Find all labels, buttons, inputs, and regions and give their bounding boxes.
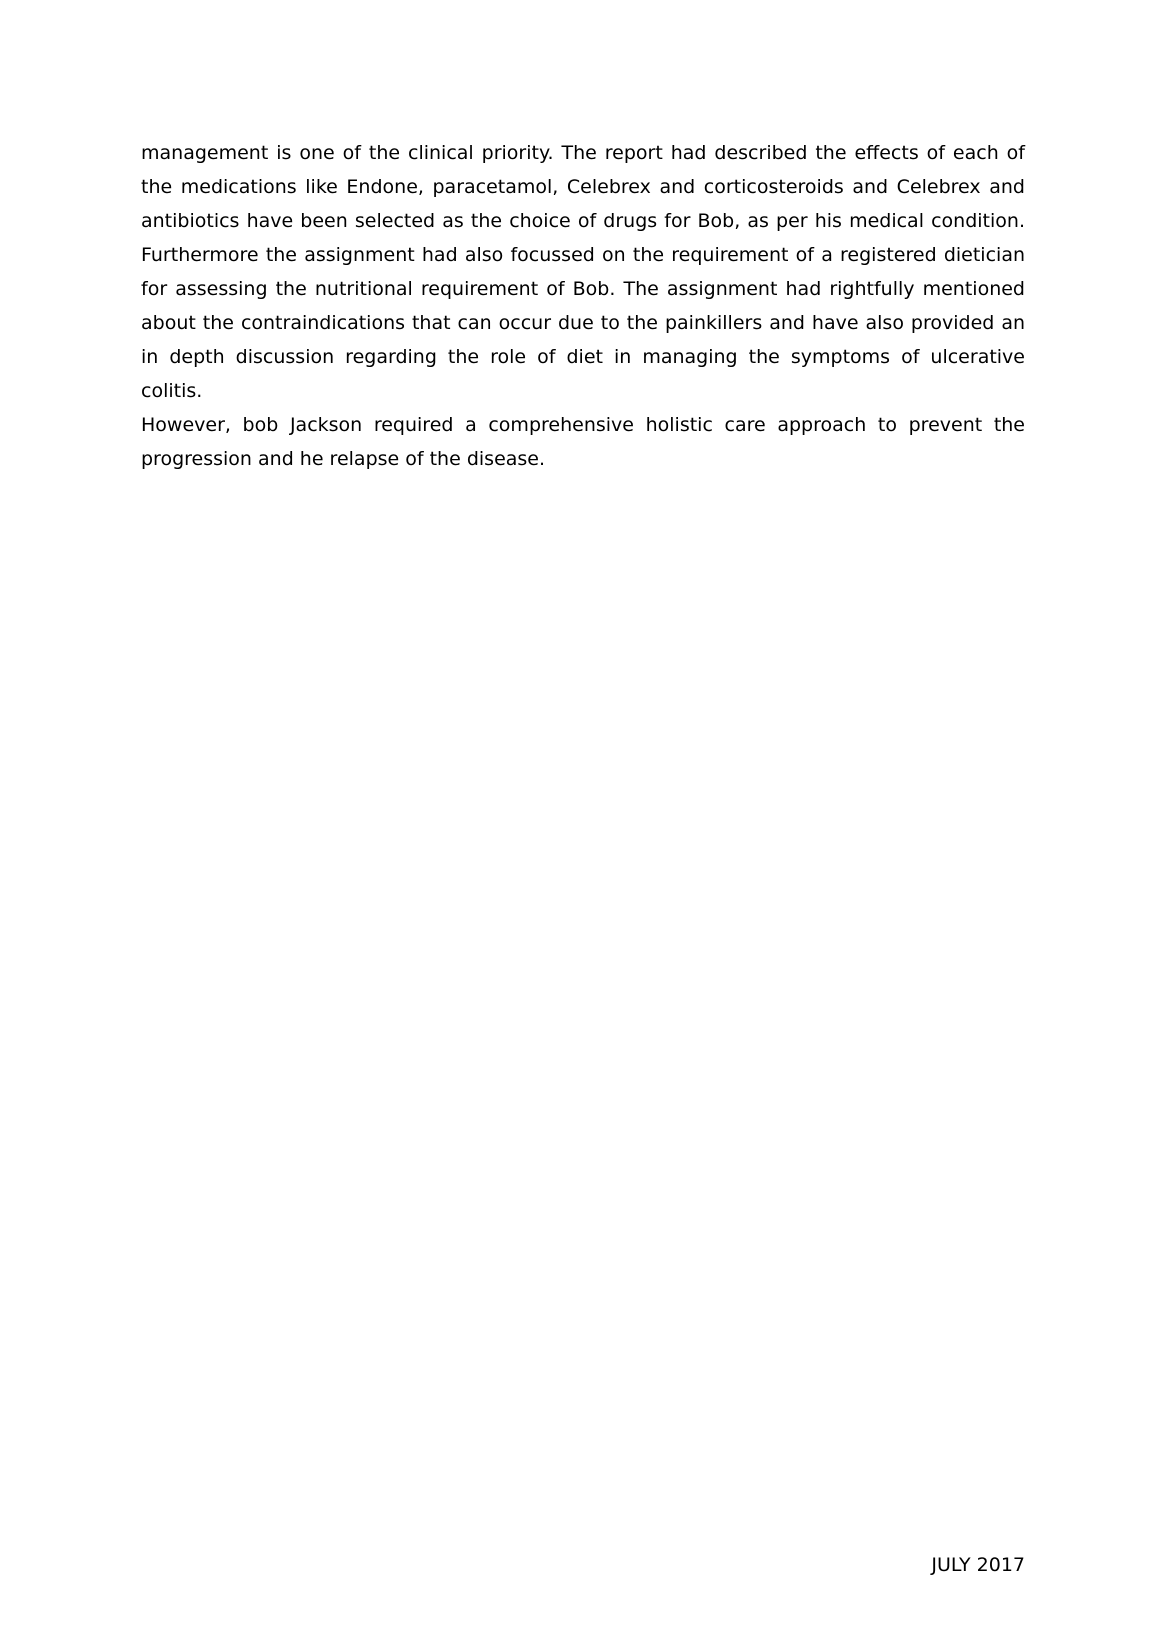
footer-date: JULY 2017 (931, 1554, 1025, 1576)
document-body (141, 136, 1025, 476)
paragraph-1: management is one of the clinical priority. The report had described the effects of each of the medications like Endone, paracetamol, Celebrex and corticosteroids and Celebrex and antibiotics have been selected as the choice of drugs for Bob, as per his medical condition. Furthermore the assignment had also focussed on the requirement of a registered dietician for assessing the nutritional requirement of Bob. The assignment had rightfully mentioned about the contraindications that can occur due to the painkillers and have also provided an in depth discussion regarding the role of diet in managing the symptoms of ulcerative colitis. (141, 142, 1025, 402)
paragraph-2: However, bob Jackson required a comprehensive holistic care approach to prevent the progression and he relapse of the disease. (141, 414, 1025, 470)
